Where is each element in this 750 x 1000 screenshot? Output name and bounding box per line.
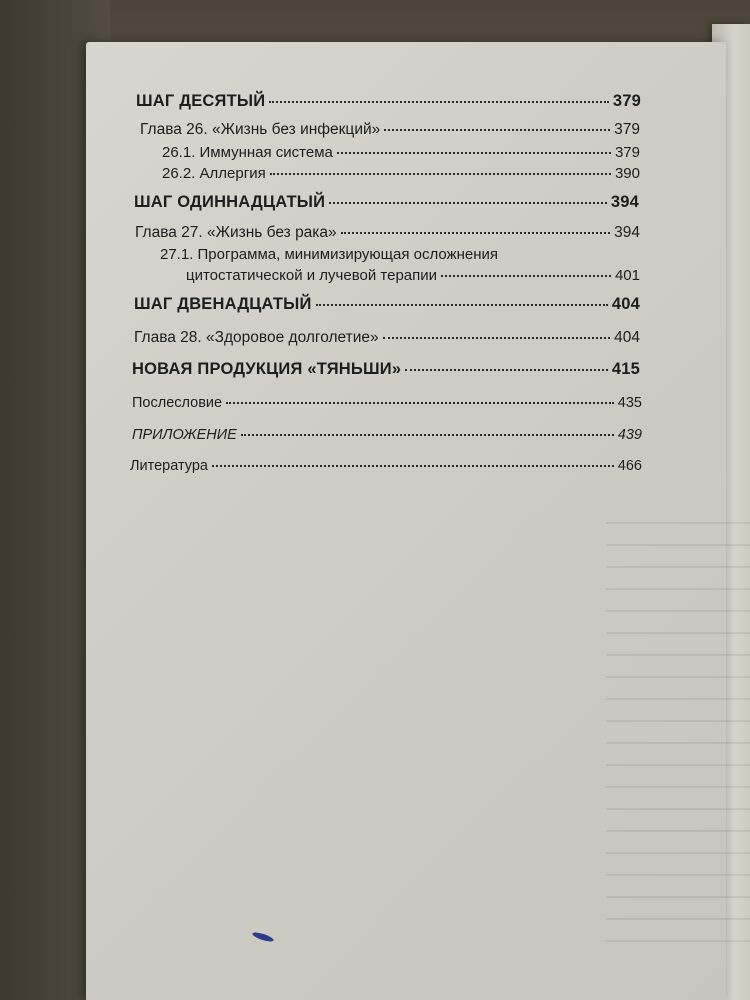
toc-entry-label: цитостатической и лучевой терапии (186, 267, 438, 284)
toc-entry-label: ШАГ ДВЕНАДЦАТЫЙ (134, 295, 312, 313)
toc-entry-label: 26.1. Иммунная система (162, 144, 333, 161)
toc-entry-label: 27.1. Программа, минимизирующая осложнения (160, 246, 499, 263)
dot-leader (384, 129, 610, 131)
dot-leader (269, 101, 609, 103)
toc-page-number: 390 (614, 165, 640, 182)
toc-entry-step-11 (134, 193, 639, 212)
toc-entry-label: ШАГ ОДИННАДЦАТЫЙ (134, 193, 326, 211)
toc-page-number: 394 (614, 224, 640, 241)
toc-entry-label: Глава 28. «Здоровое долголетие» (134, 329, 379, 346)
toc-page-number: 379 (614, 144, 640, 161)
dot-leader (212, 465, 614, 467)
toc-entry-section-27-1-line1 (160, 246, 640, 263)
toc-entry-label: Глава 27. «Жизнь без рака» (135, 224, 337, 241)
toc-entry-label: Глава 26. «Жизнь без инфекций» (140, 121, 381, 138)
toc-entry-new-products (132, 360, 640, 379)
dot-leader (383, 337, 610, 339)
toc-entry-label: Литература (130, 458, 208, 474)
toc-page-number: 379 (614, 121, 640, 138)
dot-leader (405, 369, 608, 371)
toc-entry-label: ПРИЛОЖЕНИЕ (132, 427, 237, 443)
toc-entry-label: 26.2. Аллергия (162, 165, 266, 182)
dot-leader (337, 152, 611, 154)
toc-entry-chapter-27 (135, 224, 640, 242)
dot-leader (341, 232, 610, 234)
toc-page-number: 401 (614, 267, 640, 284)
toc-page-number: 404 (611, 295, 640, 313)
dot-leader (241, 434, 614, 436)
toc-entry-section-26-1 (162, 144, 640, 161)
toc-page-number: 404 (614, 329, 640, 346)
dot-leader (441, 275, 611, 277)
toc-entry-appendix (132, 427, 642, 443)
toc-page-number: 394 (610, 193, 639, 211)
dot-leader (270, 173, 611, 175)
toc-entry-chapter-28 (134, 329, 640, 347)
toc-entry-label: ШАГ ДЕСЯТЫЙ (136, 92, 266, 110)
toc-entry-section-26-2 (162, 165, 640, 182)
toc-entry-step-12 (134, 295, 640, 314)
toc-page-number: 466 (617, 458, 642, 474)
toc-page-number: 415 (611, 360, 640, 378)
toc-entry-section-27-1 (186, 267, 640, 284)
toc-entry-chapter-26 (140, 121, 640, 139)
toc-entry-afterword (132, 395, 642, 411)
toc-page-number: 435 (617, 395, 642, 411)
toc-entry-label: НОВАЯ ПРОДУКЦИЯ «ТЯНЬШИ» (132, 360, 402, 378)
dot-leader (316, 304, 608, 306)
dot-leader (329, 202, 607, 204)
dot-leader (226, 402, 614, 404)
toc-entry-step-10 (136, 92, 641, 111)
toc-page-number: 439 (617, 427, 642, 443)
toc-entry-label: Послесловие (132, 395, 223, 411)
toc-entry-literature (130, 458, 642, 474)
toc-page-number: 379 (612, 92, 641, 110)
